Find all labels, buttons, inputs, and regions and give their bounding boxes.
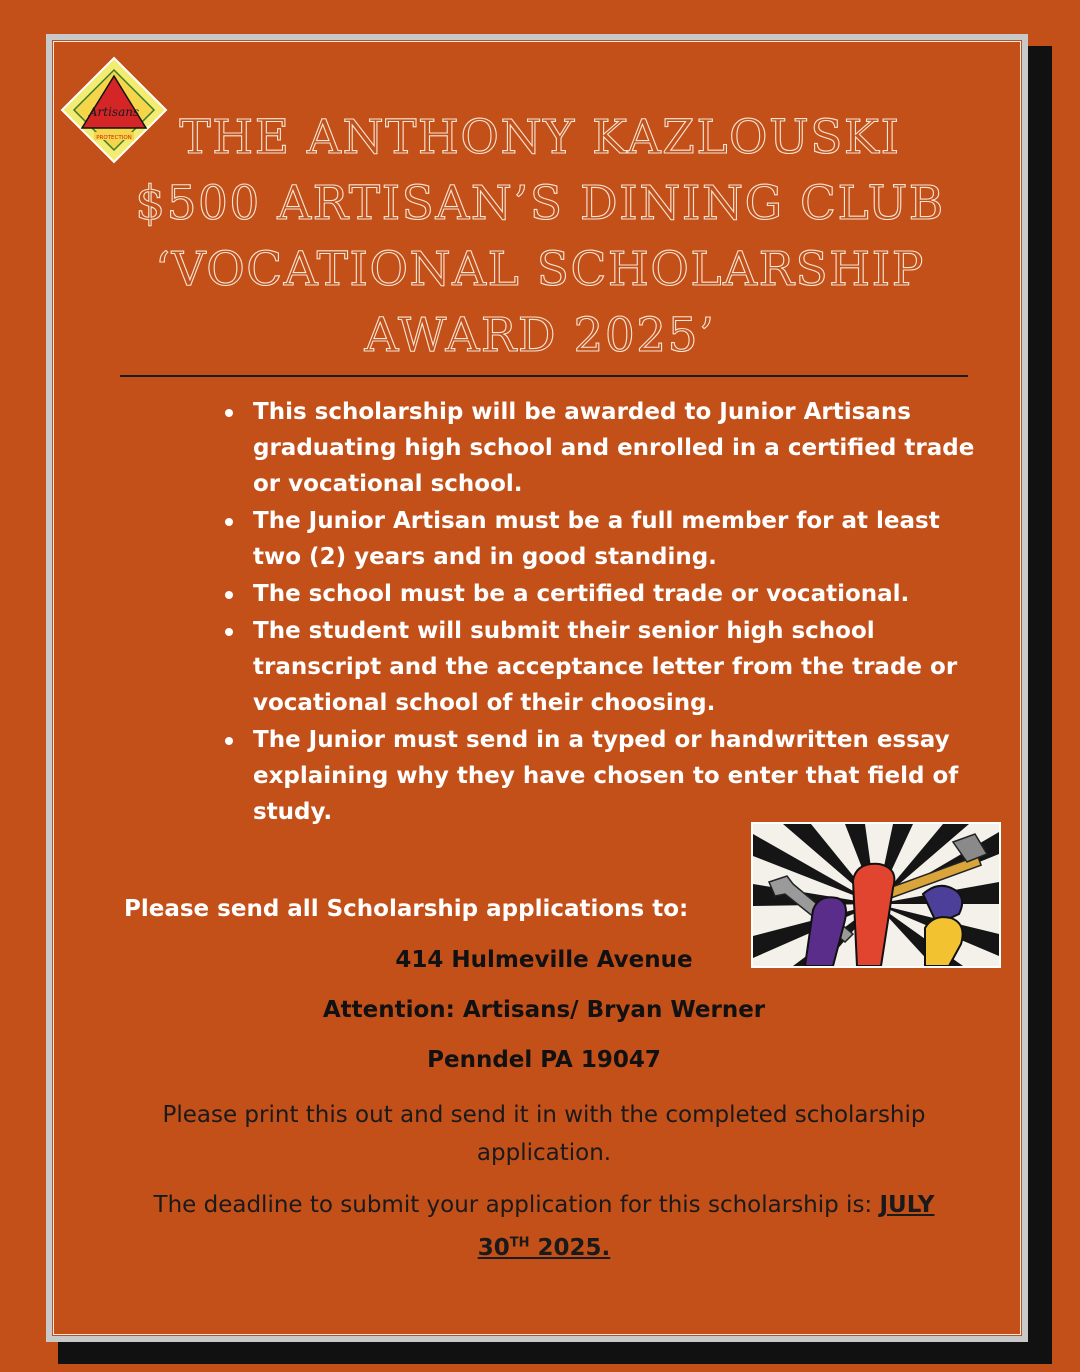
address-street: 414 Hulmeville Avenue [395, 947, 693, 973]
title-line-3: ‘VOCATIONAL SCHOLARSHIP [155, 242, 925, 297]
requirement-item: The Junior Artisan must be a full member for at least two (2) years and in good standing. [253, 503, 983, 575]
page-title [110, 105, 970, 369]
requirement-item: The student will submit their senior high school transcript and the acceptance letter from the trade or vocational school of their choosing. [253, 613, 983, 721]
deadline-day-suffix: TH [509, 1235, 530, 1250]
logo-text: Artisans [88, 105, 140, 119]
deadline-date [478, 1235, 611, 1261]
print-note: Please print this out and send it in with the completed scholarship application. [162, 1102, 926, 1166]
requirements-list [253, 394, 983, 831]
logo-ring-text: PROTECTION [96, 135, 132, 141]
requirement-item: This scholarship will be awarded to Junior Artisans graduating high school and enrolled in a certified trade or vocational school. [253, 394, 983, 502]
deadline-note [110, 1186, 978, 1267]
deadline-month: JULY [879, 1192, 935, 1218]
requirement-item: The school must be a certified trade or vocational. [253, 576, 983, 612]
title-line-4: AWARD 2025’ [364, 308, 716, 363]
title-line-1: THE ANTHONY KAZLOUSKI [179, 110, 901, 165]
deadline-day: 30 [477, 1234, 510, 1261]
title-divider [120, 375, 968, 377]
deadline-text: The deadline to submit your application for this scholarship is: [153, 1192, 873, 1218]
deadline-year: 2025. [537, 1234, 611, 1261]
send-instructions: Please send all Scholarship applications to: [124, 896, 689, 922]
title-line-2: $500 ARTISAN’S DINING CLUB [135, 176, 945, 231]
address-city: Penndel PA 19047 [427, 1047, 661, 1073]
requirement-item: The Junior must send in a typed or handwritten essay explaining why they have chosen to enter that field of study. [253, 722, 983, 830]
address-attention: Attention: Artisans/ Bryan Werner [322, 997, 766, 1023]
